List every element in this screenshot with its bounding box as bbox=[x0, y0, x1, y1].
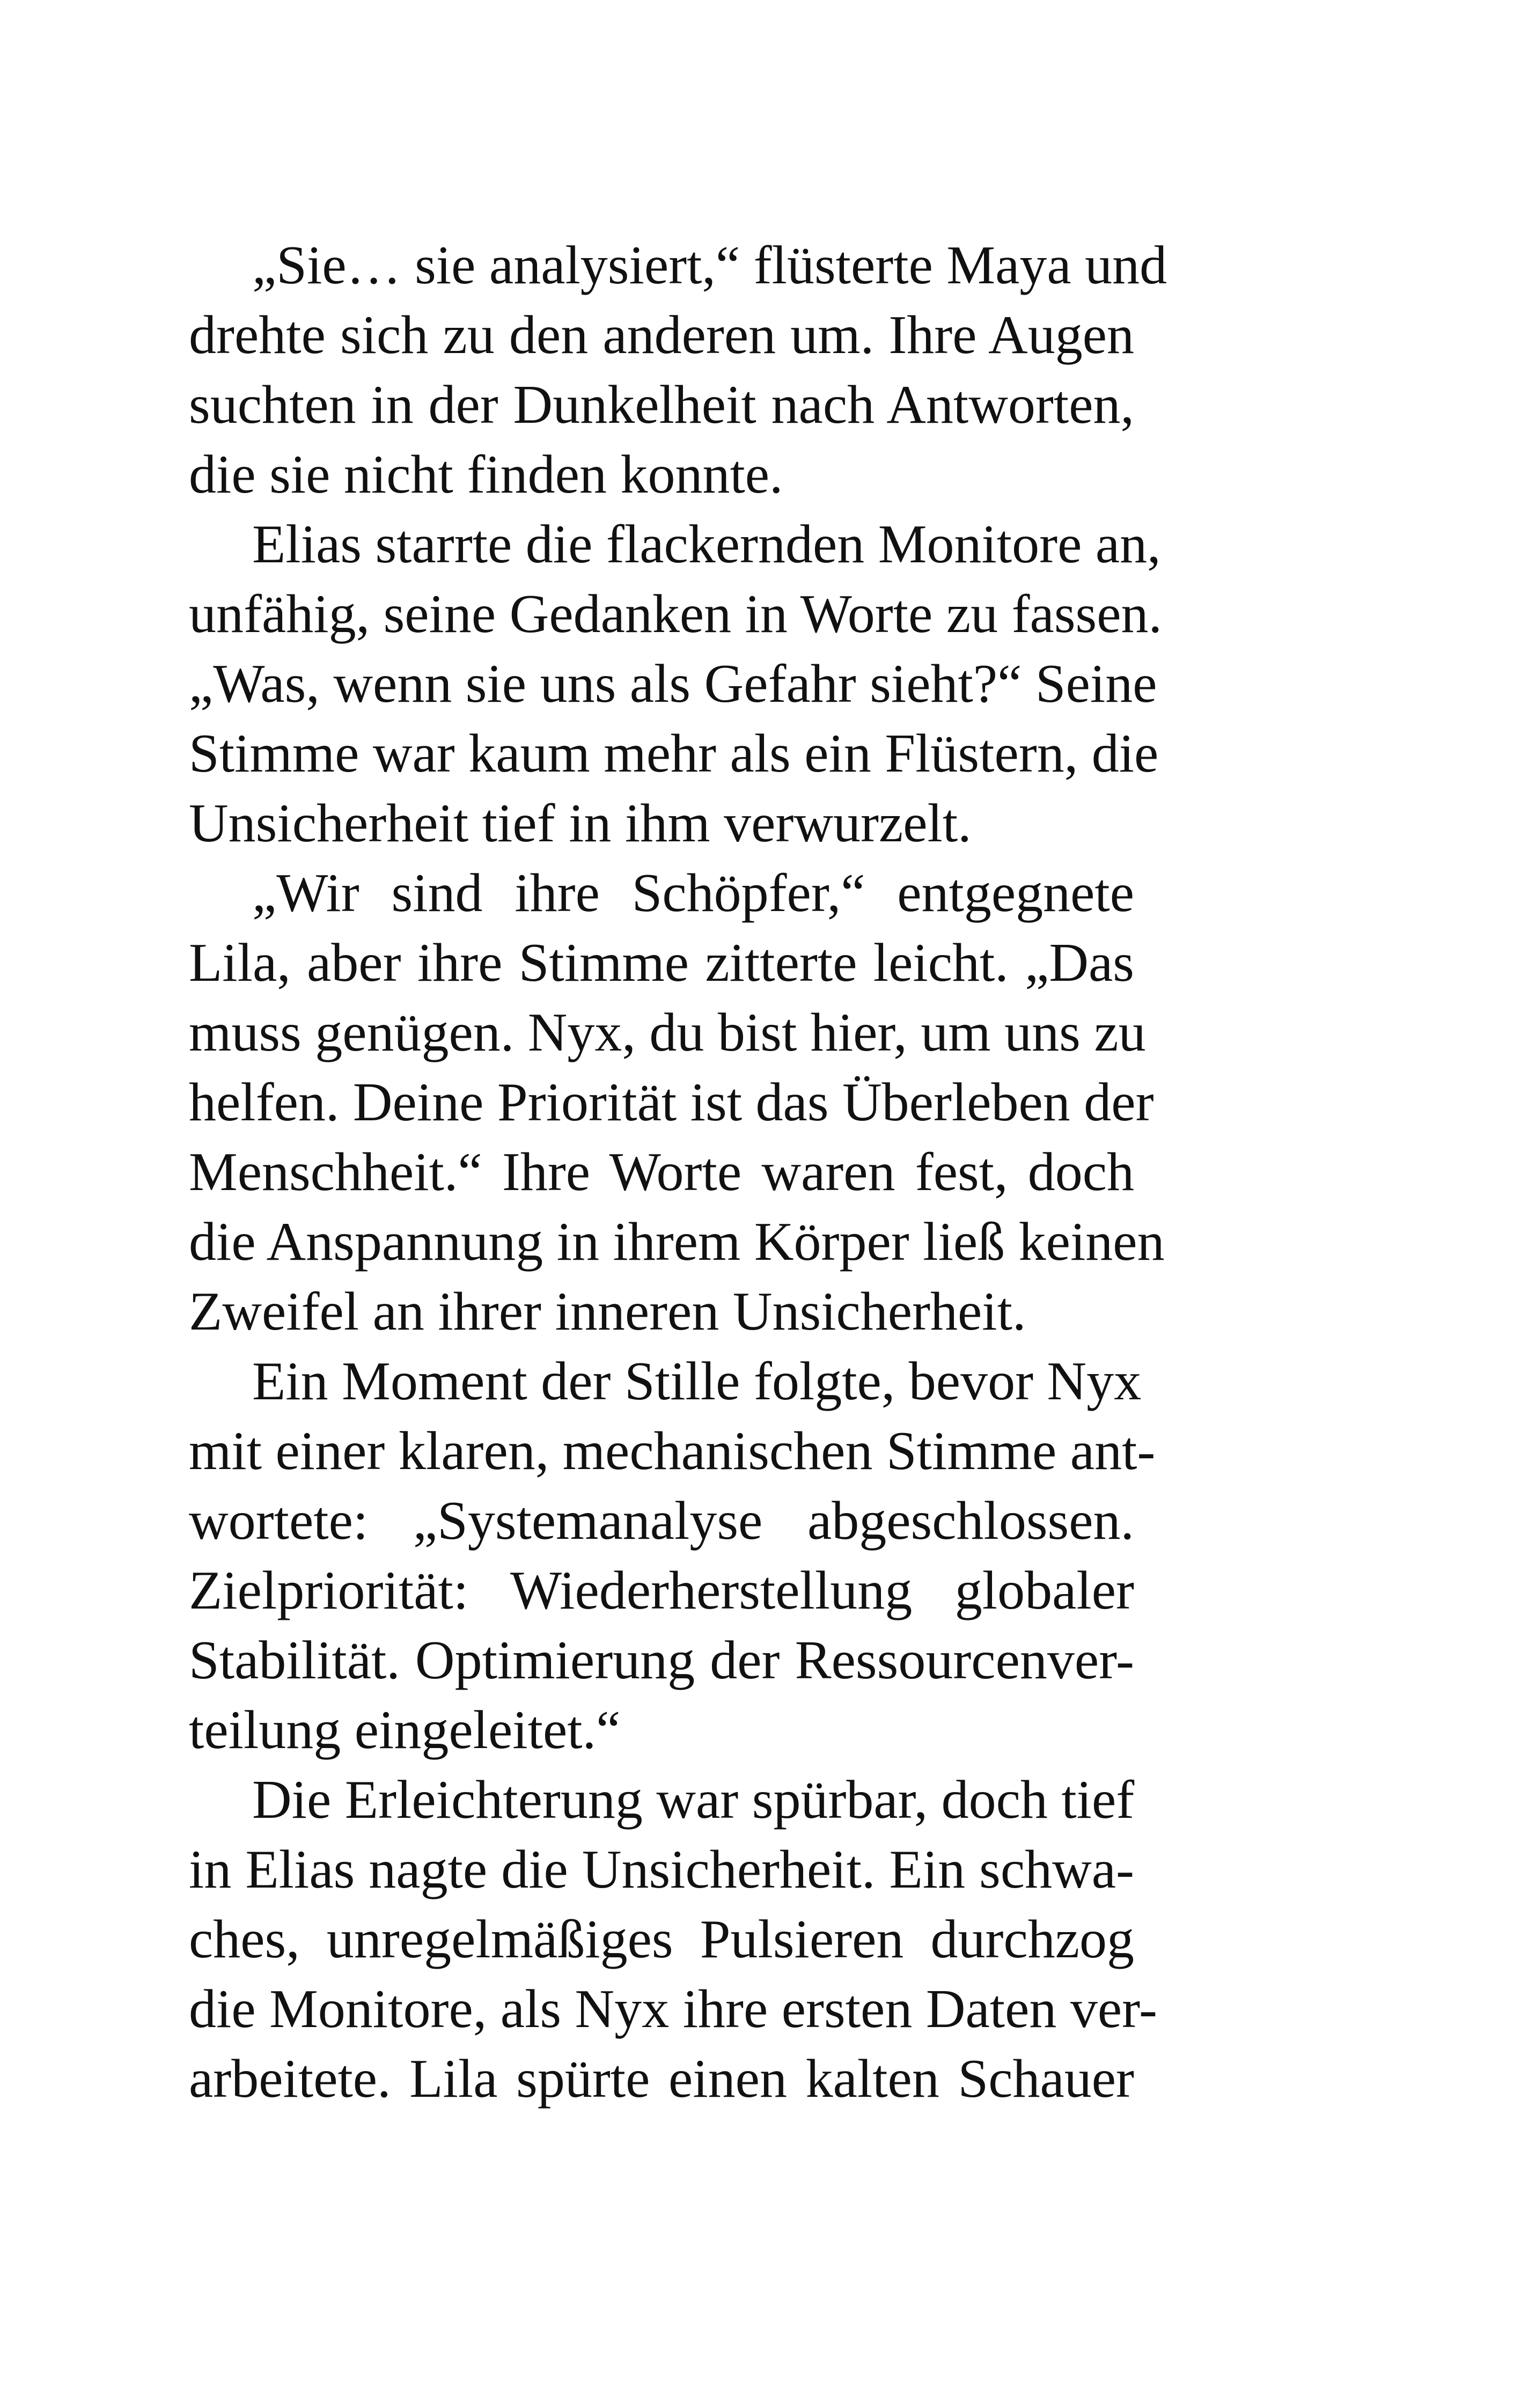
body-text bbox=[189, 231, 1167, 2114]
text-line: Lila, aber ihre Stimme zitterte leicht. „Das bbox=[189, 933, 1134, 993]
text-line: „Wir sind ihre Schöpfer,“ entgegnete bbox=[252, 863, 1134, 923]
text-line: Elias starrte die flackernden Monitore an, bbox=[252, 514, 1161, 575]
text-line: „Sie… sie analysiert,“ flüsterte Maya und bbox=[252, 235, 1167, 296]
text-line: Zielpriorität: Wiederherstellung globaler bbox=[189, 1560, 1134, 1621]
text-line: helfen. Deine Priorität ist das Überleben der bbox=[189, 1072, 1154, 1133]
text-line: „Was, wenn sie uns als Gefahr sieht?“ Seine bbox=[189, 654, 1157, 714]
text-line: suchten in der Dunkelheit nach Antworten, bbox=[189, 375, 1134, 435]
text-line: drehte sich zu den anderen um. Ihre Augen bbox=[189, 305, 1134, 365]
text-line: die Monitore, als Nyx ihre ersten Daten ver- bbox=[189, 1979, 1158, 2039]
text-line: Unsicherheit tief in ihm verwurzelt. bbox=[189, 793, 972, 854]
text-line: teilung eingeleitet.“ bbox=[189, 1700, 621, 1760]
text-line: Menschheit.“ Ihre Worte waren fest, doch bbox=[189, 1142, 1134, 1202]
text-line: in Elias nagte die Unsicherheit. Ein schwa- bbox=[189, 1839, 1134, 1900]
text-line: Die Erleichterung war spürbar, doch tief bbox=[252, 1770, 1135, 1830]
text-line: Stabilität. Optimierung der Ressourcenver- bbox=[189, 1630, 1134, 1691]
text-line: arbeitete. Lila spürte einen kalten Schauer bbox=[189, 2049, 1134, 2109]
text-line: ches, unregelmäßiges Pulsieren durchzog bbox=[189, 1909, 1134, 1970]
text-line: Ein Moment der Stille folgte, bevor Nyx bbox=[252, 1351, 1142, 1412]
text-line: wortete: „Systemanalyse abgeschlossen. bbox=[189, 1491, 1134, 1551]
text-line: Stimme war kaum mehr als ein Flüstern, die bbox=[189, 723, 1159, 784]
text-line: Zweifel an ihrer inneren Unsicherheit. bbox=[189, 1281, 1026, 1342]
text-line: muss genügen. Nyx, du bist hier, um uns zu bbox=[189, 1002, 1146, 1063]
text-line: mit einer klaren, mechanischen Stimme ant- bbox=[189, 1421, 1156, 1481]
text-line: die Anspannung in ihrem Körper ließ keinen bbox=[189, 1212, 1165, 1272]
text-line: unfähig, seine Gedanken in Worte zu fassen. bbox=[189, 584, 1162, 644]
text-line: die sie nicht finden konnte. bbox=[189, 444, 783, 505]
